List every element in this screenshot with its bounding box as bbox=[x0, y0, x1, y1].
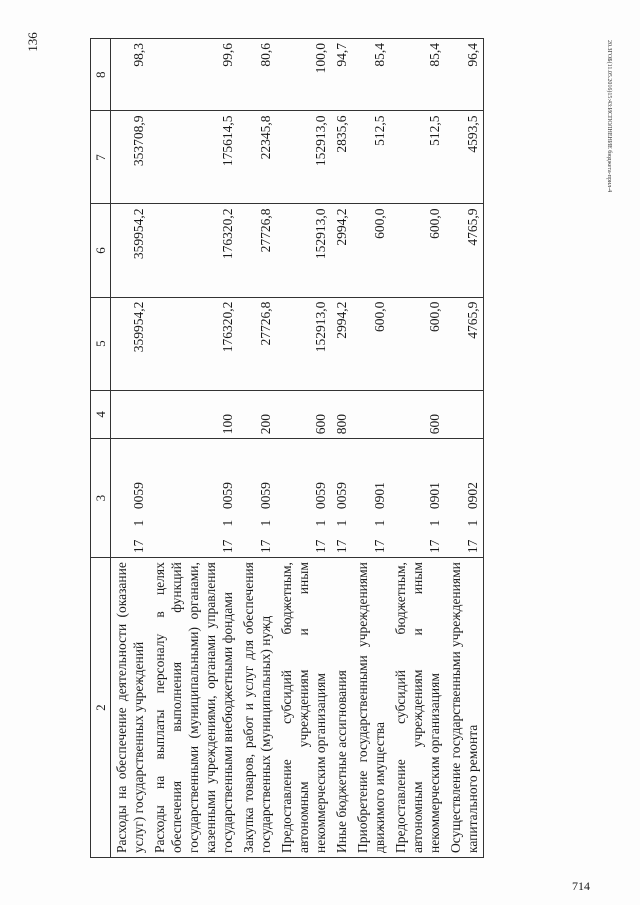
row-code: 1710059 bbox=[149, 439, 238, 558]
row-value-5: 152913,0 bbox=[276, 297, 331, 390]
row-value-6: 4765,9 bbox=[445, 204, 484, 297]
header-col-8: 8 bbox=[91, 39, 111, 111]
row-code: 1710901 bbox=[390, 439, 445, 558]
header-col-4: 4 bbox=[91, 390, 111, 439]
row-name: Расходы на обеспечение деятельности (оказание услуг) государственных учреждений bbox=[111, 558, 150, 858]
row-name: Приобретение государственными учреждениями движимого имущества bbox=[352, 558, 390, 858]
row-value-8: 98,3 bbox=[111, 39, 150, 111]
page-reference-number: 714 bbox=[572, 879, 590, 893]
row-expense-type: 600 bbox=[390, 390, 445, 439]
row-value-7: 2835,6 bbox=[331, 111, 352, 204]
row-value-7: 22345,8 bbox=[238, 111, 276, 204]
row-code: 1710059 bbox=[238, 439, 276, 558]
row-value-8: 96,4 bbox=[445, 39, 484, 111]
row-code: 1710059 bbox=[331, 439, 352, 558]
row-value-5: 2994,2 bbox=[331, 297, 352, 390]
table-row bbox=[149, 39, 238, 858]
row-value-5: 359954,2 bbox=[111, 297, 150, 390]
row-value-5: 600,0 bbox=[390, 297, 445, 390]
row-name: Предоставление субсидий бюджетным, автономным учреждениям и иным некоммерческим организациям bbox=[276, 558, 331, 858]
row-code: 1710901 bbox=[352, 439, 390, 558]
row-value-8: 80,6 bbox=[238, 39, 276, 111]
row-value-8: 85,4 bbox=[390, 39, 445, 111]
row-expense-type bbox=[352, 390, 390, 439]
header-col-6: 6 bbox=[91, 204, 111, 297]
table-row bbox=[238, 39, 276, 858]
row-value-7: 175614,5 bbox=[149, 111, 238, 204]
row-value-6: 2994,2 bbox=[331, 204, 352, 297]
header-col-2: 2 bbox=[91, 558, 111, 858]
row-name: Расходы на выплаты персоналу в целях обеспечения выполнения функций государственными (муниципальными) органами, казенными учреждениями, органами управления государственными внебюджетными фондами bbox=[149, 558, 238, 858]
row-value-5: 600,0 bbox=[352, 297, 390, 390]
row-code: 1710059 bbox=[276, 439, 331, 558]
row-value-7: 152913,0 bbox=[276, 111, 331, 204]
row-value-7: 4593,5 bbox=[445, 111, 484, 204]
row-expense-type: 800 bbox=[331, 390, 352, 439]
table-row bbox=[276, 39, 331, 858]
header-col-5: 5 bbox=[91, 297, 111, 390]
rotated-table-frame bbox=[90, 38, 515, 858]
row-expense-type bbox=[445, 390, 484, 439]
row-expense-type: 200 bbox=[238, 390, 276, 439]
budget-table bbox=[90, 38, 484, 858]
row-name: Иные бюджетные ассигнования bbox=[331, 558, 352, 858]
row-name: Закупка товаров, работ и услуг для обеспечения государственных (муниципальных) нужд bbox=[238, 558, 276, 858]
row-value-6: 600,0 bbox=[352, 204, 390, 297]
row-value-8: 100,0 bbox=[276, 39, 331, 111]
row-name: Предоставление субсидий бюджетным, автономным учреждениям и иным некоммерческим организациям bbox=[390, 558, 445, 858]
row-expense-type: 600 bbox=[276, 390, 331, 439]
row-value-5: 176320,2 bbox=[149, 297, 238, 390]
table-row bbox=[331, 39, 352, 858]
table-header-row bbox=[91, 39, 111, 858]
table-row bbox=[390, 39, 445, 858]
row-expense-type: 100 bbox=[149, 390, 238, 439]
row-value-7: 512,5 bbox=[352, 111, 390, 204]
row-name: Осуществление государственными учреждениями капитального ремонта bbox=[445, 558, 484, 858]
row-value-5: 4765,9 bbox=[445, 297, 484, 390]
row-value-6: 600,0 bbox=[390, 204, 445, 297]
file-path-footer: 20.ЗГОБ(11.05.2016)15:43:ИСПОЛНЕНИЕ бюджета-прил-4 bbox=[606, 40, 612, 193]
table-row bbox=[445, 39, 484, 858]
row-value-8: 94,7 bbox=[331, 39, 352, 111]
table-row bbox=[111, 39, 150, 858]
row-value-5: 27726,8 bbox=[238, 297, 276, 390]
row-code: 1710059 bbox=[111, 439, 150, 558]
row-value-8: 99,6 bbox=[149, 39, 238, 111]
row-value-6: 359954,2 bbox=[111, 204, 150, 297]
row-value-7: 353708,9 bbox=[111, 111, 150, 204]
row-expense-type bbox=[111, 390, 150, 439]
header-col-3: 3 bbox=[91, 439, 111, 558]
table-row bbox=[352, 39, 390, 858]
row-value-6: 27726,8 bbox=[238, 204, 276, 297]
row-code: 1710902 bbox=[445, 439, 484, 558]
page-number: 136 bbox=[25, 32, 40, 52]
row-value-6: 152913,0 bbox=[276, 204, 331, 297]
row-value-6: 176320,2 bbox=[149, 204, 238, 297]
header-col-7: 7 bbox=[91, 111, 111, 204]
row-value-7: 512,5 bbox=[390, 111, 445, 204]
row-value-8: 85,4 bbox=[352, 39, 390, 111]
